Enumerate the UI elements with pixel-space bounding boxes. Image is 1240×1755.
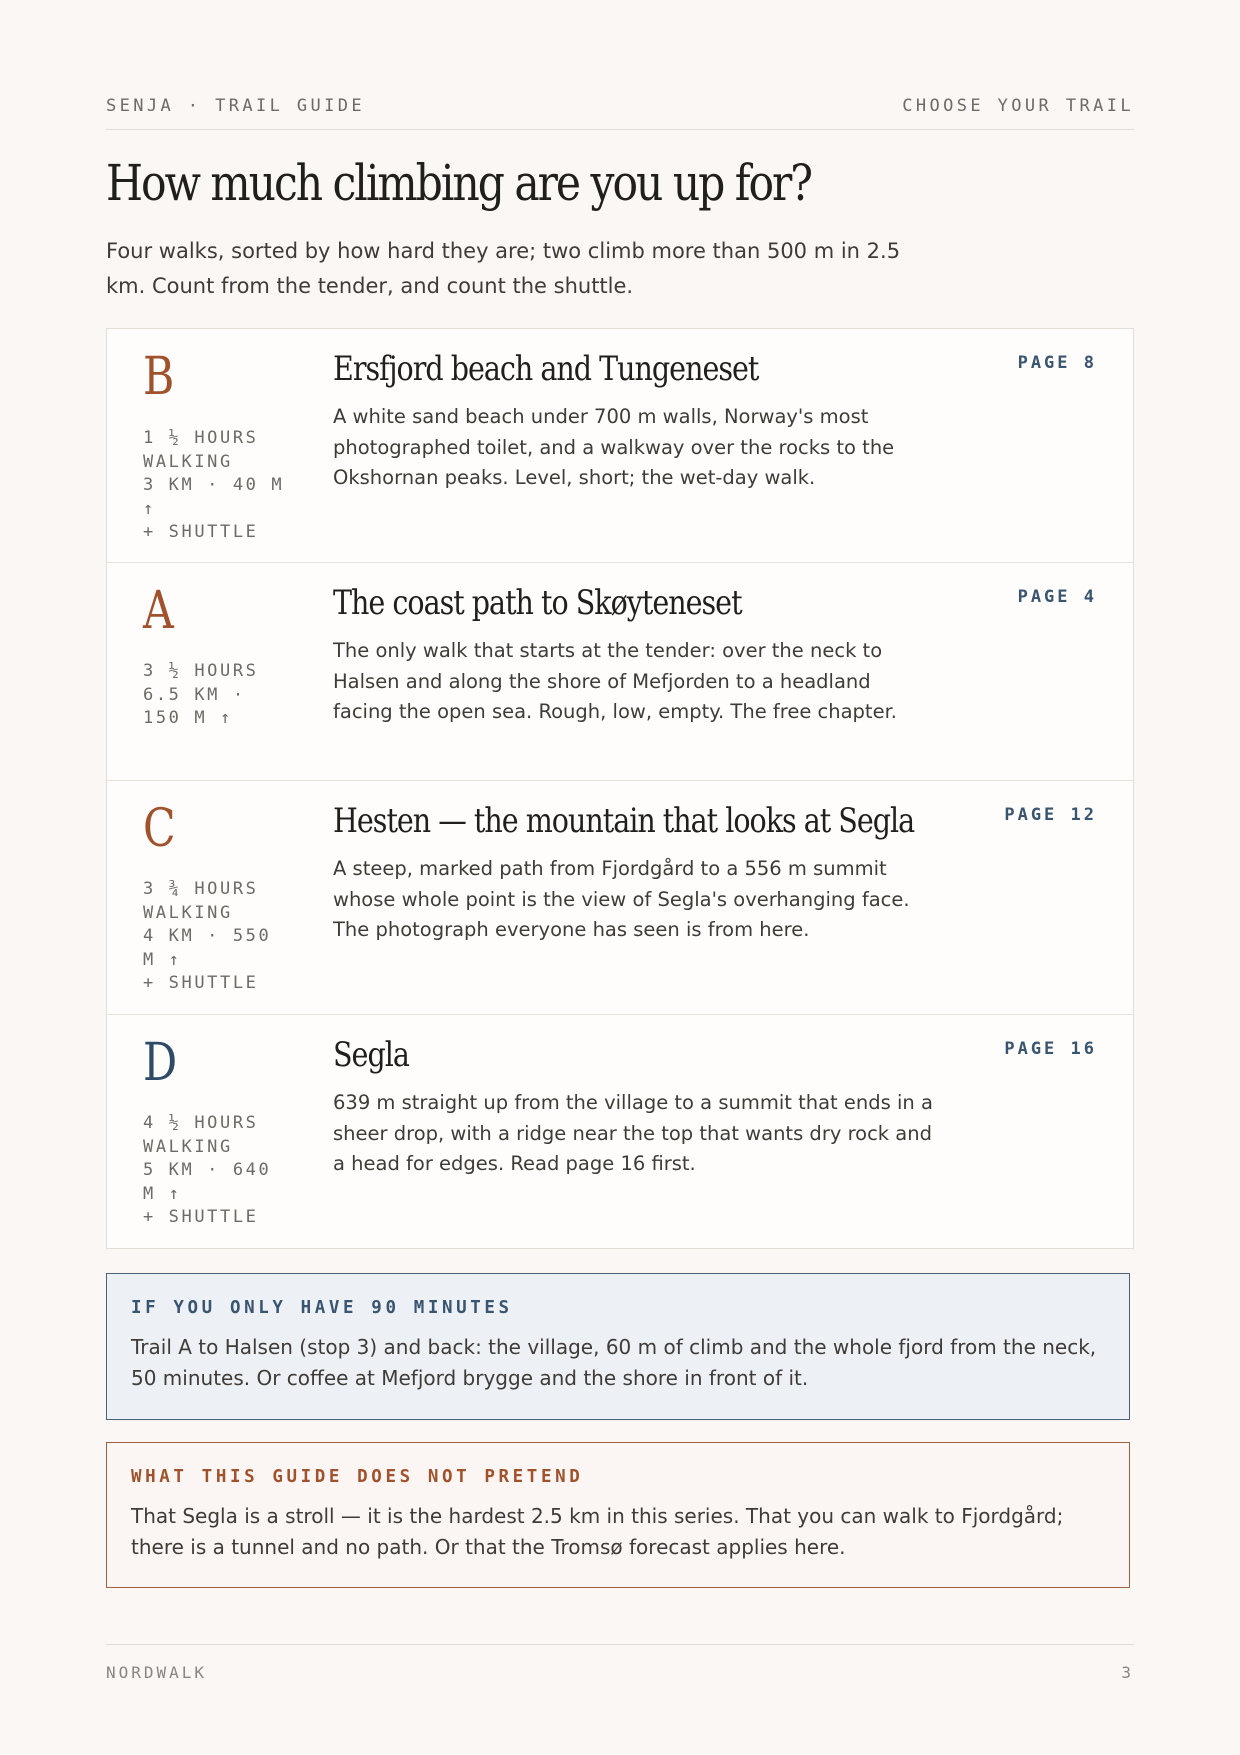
trail-distance: 6.5 KM ·: [143, 684, 246, 705]
trail-list: [106, 328, 1134, 1249]
page-number: 3: [1121, 1663, 1134, 1682]
trail-page-link[interactable]: PAGE 12: [1004, 805, 1097, 825]
trail-card-a[interactable]: [107, 562, 1133, 780]
trail-duration: 4 ½ HOURS: [143, 1113, 259, 1133]
header-guide-name: SENJA · TRAIL GUIDE: [106, 96, 366, 116]
trail-page-link[interactable]: PAGE 16: [1004, 1039, 1097, 1059]
trail-distance: 4 KM · 550: [143, 926, 272, 946]
trail-climb: M ↑: [143, 949, 182, 970]
trail-card-c[interactable]: [107, 780, 1133, 1014]
running-header: [106, 96, 1134, 116]
trail-climb: 150 M ↑: [143, 708, 233, 728]
trail-name: Segla: [333, 1035, 409, 1075]
trail-meta: [143, 427, 293, 545]
trail-climb-arrow: ↑: [143, 498, 156, 519]
callout-label: IF YOU ONLY HAVE 90 MINUTES: [131, 1298, 513, 1318]
page-footer: [106, 1663, 1134, 1682]
callout-text: That Segla is a stroll — it is the hardest 2.5 km in this series. That you can walk to Fjordgård; there is a tunnel and no path. Or that the Tromsø forecast applies here.: [131, 1504, 1064, 1559]
trail-duration-unit: WALKING: [143, 451, 233, 472]
header-rule: [106, 129, 1134, 130]
trail-name: Hesten — the mountain that looks at Segla: [333, 801, 915, 841]
trail-page-link[interactable]: PAGE 8: [1017, 353, 1097, 373]
trail-letter: C: [143, 799, 176, 859]
trail-card-b[interactable]: [107, 329, 1133, 562]
trail-name: The coast path to Skøyteneset: [333, 583, 742, 623]
callout-label: WHAT THIS GUIDE DOES NOT PRETEND: [131, 1467, 584, 1487]
short-time-callout: [106, 1273, 1130, 1420]
trail-duration: 3 ½ HOURS: [143, 661, 259, 681]
disclaimer-callout: [106, 1442, 1130, 1588]
trail-page-link[interactable]: PAGE 4: [1017, 587, 1097, 607]
trail-shuttle: + SHUTTLE: [143, 973, 259, 993]
trail-duration: 3 ¾ HOURS: [143, 879, 259, 899]
trail-card-d[interactable]: [107, 1014, 1133, 1248]
publisher-name: NORDWALK: [106, 1663, 208, 1682]
trail-duration-unit: WALKING: [143, 902, 233, 923]
trail-meta: [143, 878, 293, 996]
trail-meta: [143, 660, 293, 731]
trail-name: Ersfjord beach and Tungeneset: [333, 349, 759, 389]
trail-letter: A: [143, 581, 174, 641]
page-title: How much climbing are you up for?: [106, 154, 812, 212]
trail-climb: M ↑: [143, 1183, 182, 1204]
trail-shuttle: + SHUTTLE: [143, 1207, 259, 1227]
trail-distance: 5 KM · 640: [143, 1160, 272, 1180]
trail-description: 639 m straight up from the village to a summit that ends in a sheer drop, with a ridge near the top that wants dry rock and a head for edges. Read page 16 first.: [333, 1091, 933, 1175]
footer-rule: [106, 1644, 1134, 1645]
trail-letter: B: [143, 347, 175, 407]
trail-duration: 1 ½ HOURS: [143, 428, 259, 448]
header-section-name: CHOOSE YOUR TRAIL: [902, 96, 1134, 116]
trail-description: The only walk that starts at the tender: over the neck to Halsen and along the shore of Mefjorden to a headland facing the open sea. Rough, low, empty. The free chapter.: [333, 639, 898, 723]
trail-letter: D: [143, 1033, 178, 1093]
trail-duration-unit: WALKING: [143, 1136, 233, 1157]
intro-paragraph: Four walks, sorted by how hard they are; two climb more than 500 m in 2.5 km. Count from the tender, and count the shuttle.: [106, 239, 901, 298]
trail-shuttle: + SHUTTLE: [143, 522, 259, 542]
trail-description: A white sand beach under 700 m walls, Norway's most photographed toilet, and a walkway over the rocks to the Okshornan peaks. Level, short; the wet-day walk.: [333, 405, 895, 489]
trail-meta: [143, 1112, 293, 1230]
trail-description: A steep, marked path from Fjordgård to a 556 m summit whose whole point is the view of Segla's overhanging face. The photograph everyone has seen is from here.: [333, 857, 910, 941]
callout-text: Trail A to Halsen (stop 3) and back: the village, 60 m of climb and the whole fjord from the neck, 50 minutes. Or coffee at Mefjord brygge and the shore in front of it.: [131, 1335, 1097, 1390]
trail-distance: 3 KM · 40 M: [143, 475, 285, 495]
